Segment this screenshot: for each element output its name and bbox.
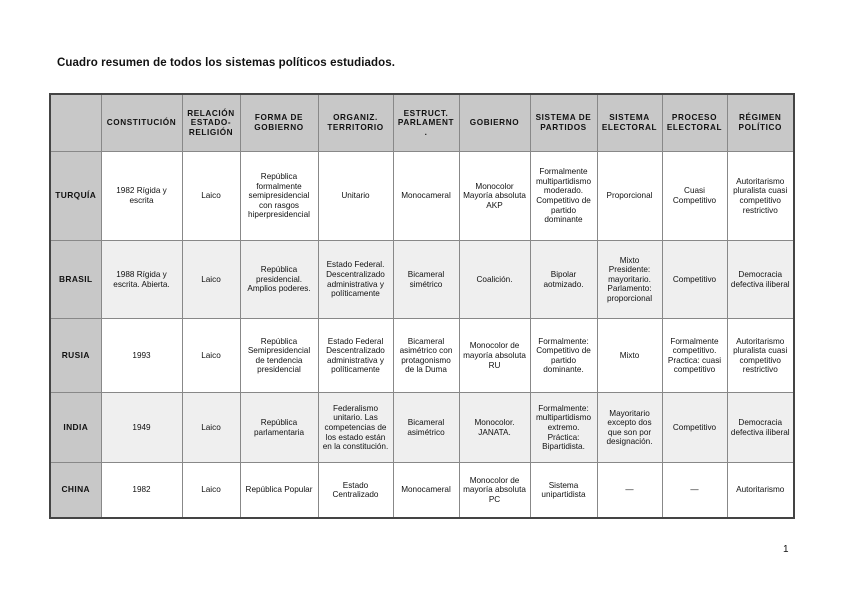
header-cell: PROCESO ELECTORAL bbox=[662, 94, 727, 152]
table-row bbox=[50, 241, 794, 319]
table-cell: República parlamentaria bbox=[240, 393, 318, 463]
table-cell: 1993 bbox=[101, 319, 182, 393]
table-cell: Proporcional bbox=[597, 152, 662, 241]
table-cell: República Popular bbox=[240, 463, 318, 518]
header-cell: RÉGIMEN POLÍTICO bbox=[727, 94, 794, 152]
table-cell: 1982 bbox=[101, 463, 182, 518]
table-cell: Autoritarismo pluralista cuasi competitivo restrictivo bbox=[727, 319, 794, 393]
table-cell: República formalmente semipresidencial con rasgos hiperpresidencial bbox=[240, 152, 318, 241]
table-cell: Monocolor de mayoría absoluta PC bbox=[459, 463, 530, 518]
table-cell: Laico bbox=[182, 152, 240, 241]
summary-table bbox=[49, 93, 795, 519]
table-cell: Unitario bbox=[318, 152, 393, 241]
table-cell: Competitivo bbox=[662, 241, 727, 319]
table-cell: Competitivo bbox=[662, 393, 727, 463]
table-cell: 1982 Rígida y escrita bbox=[101, 152, 182, 241]
table-row bbox=[50, 393, 794, 463]
table-cell: — bbox=[662, 463, 727, 518]
table-cell: Federalismo unitario. Las competencias de los estado están en la constitución. bbox=[318, 393, 393, 463]
table-cell: Laico bbox=[182, 241, 240, 319]
table-cell: Monocameral bbox=[393, 152, 459, 241]
row-header-country: TURQUÍA bbox=[50, 152, 101, 241]
header-corner bbox=[50, 94, 101, 152]
table-cell: Estado Centralizado bbox=[318, 463, 393, 518]
table-cell: — bbox=[597, 463, 662, 518]
header-cell: SISTEMA DE PARTIDOS bbox=[530, 94, 597, 152]
row-header-country: BRASIL bbox=[50, 241, 101, 319]
header-cell: GOBIERNO bbox=[459, 94, 530, 152]
table-cell: Formalmente: Competitivo de partido dominante. bbox=[530, 319, 597, 393]
table-cell: Estado Federal. Descentralizado administrativa y políticamente bbox=[318, 241, 393, 319]
header-cell: SISTEMA ELECTORAL bbox=[597, 94, 662, 152]
table-cell: Autoritarismo bbox=[727, 463, 794, 518]
header-cell: CONSTITUCIÓN bbox=[101, 94, 182, 152]
page-title: Cuadro resumen de todos los sistemas políticos estudiados. bbox=[57, 57, 396, 69]
table-cell: Monocameral bbox=[393, 463, 459, 518]
table-cell: Autoritarismo pluralista cuasi competitivo restrictivo bbox=[727, 152, 794, 241]
header-cell: RELACIÓN ESTADO-RELIGIÓN bbox=[182, 94, 240, 152]
table-cell: Mixto Presidente: mayoritario. Parlamento: proporcional bbox=[597, 241, 662, 319]
table-cell: Coalición. bbox=[459, 241, 530, 319]
row-header-country: RUSIA bbox=[50, 319, 101, 393]
table-cell: Cuasi Competitivo bbox=[662, 152, 727, 241]
table-cell: Formalmente competitivo. Practica: cuasi competitivo bbox=[662, 319, 727, 393]
table-cell: Laico bbox=[182, 393, 240, 463]
table-cell: Democracia defectiva iliberal bbox=[727, 393, 794, 463]
table-cell: Estado Federal Descentralizado administrativa y políticamente bbox=[318, 319, 393, 393]
table-cell: Formalmente multipartidismo moderado. Competitivo de partido dominante bbox=[530, 152, 597, 241]
table-cell: Formalmente: multipartidismo extremo. Práctica: Bipartidista. bbox=[530, 393, 597, 463]
table-cell: Mayoritario excepto dos que son por designación. bbox=[597, 393, 662, 463]
header-cell: FORMA DE GOBIERNO bbox=[240, 94, 318, 152]
row-header-country: CHINA bbox=[50, 463, 101, 518]
table-cell: Bipolar aotmizado. bbox=[530, 241, 597, 319]
table-cell: Laico bbox=[182, 319, 240, 393]
table-cell: Monocolor de mayoría absoluta RU bbox=[459, 319, 530, 393]
table-row bbox=[50, 319, 794, 393]
table-row bbox=[50, 463, 794, 518]
row-header-country: INDIA bbox=[50, 393, 101, 463]
table-cell: Laico bbox=[182, 463, 240, 518]
table-row bbox=[50, 152, 794, 241]
table-cell: 1988 Rígida y escrita. Abierta. bbox=[101, 241, 182, 319]
header-row bbox=[50, 94, 794, 152]
table-cell: Bicameral simétrico bbox=[393, 241, 459, 319]
table-cell: República Semipresidencial de tendencia presidencial bbox=[240, 319, 318, 393]
table-cell: Mixto bbox=[597, 319, 662, 393]
header-cell: ORGANIZ. TERRITORIO bbox=[318, 94, 393, 152]
table-cell: Monocolor Mayoría absoluta AKP bbox=[459, 152, 530, 241]
table-cell: 1949 bbox=[101, 393, 182, 463]
header-cell: ESTRUCT. PARLAMENT . bbox=[393, 94, 459, 152]
table-cell: Monocolor. JANATA. bbox=[459, 393, 530, 463]
page-number: 1 bbox=[783, 544, 789, 555]
table-cell: Democracia defectiva iliberal bbox=[727, 241, 794, 319]
table-cell: República presidencial. Amplios poderes. bbox=[240, 241, 318, 319]
table-cell: Bicameral asimétrico con protagonismo de la Duma bbox=[393, 319, 459, 393]
table-cell: Bicameral asimétrico bbox=[393, 393, 459, 463]
table-cell: Sistema unipartidista bbox=[530, 463, 597, 518]
